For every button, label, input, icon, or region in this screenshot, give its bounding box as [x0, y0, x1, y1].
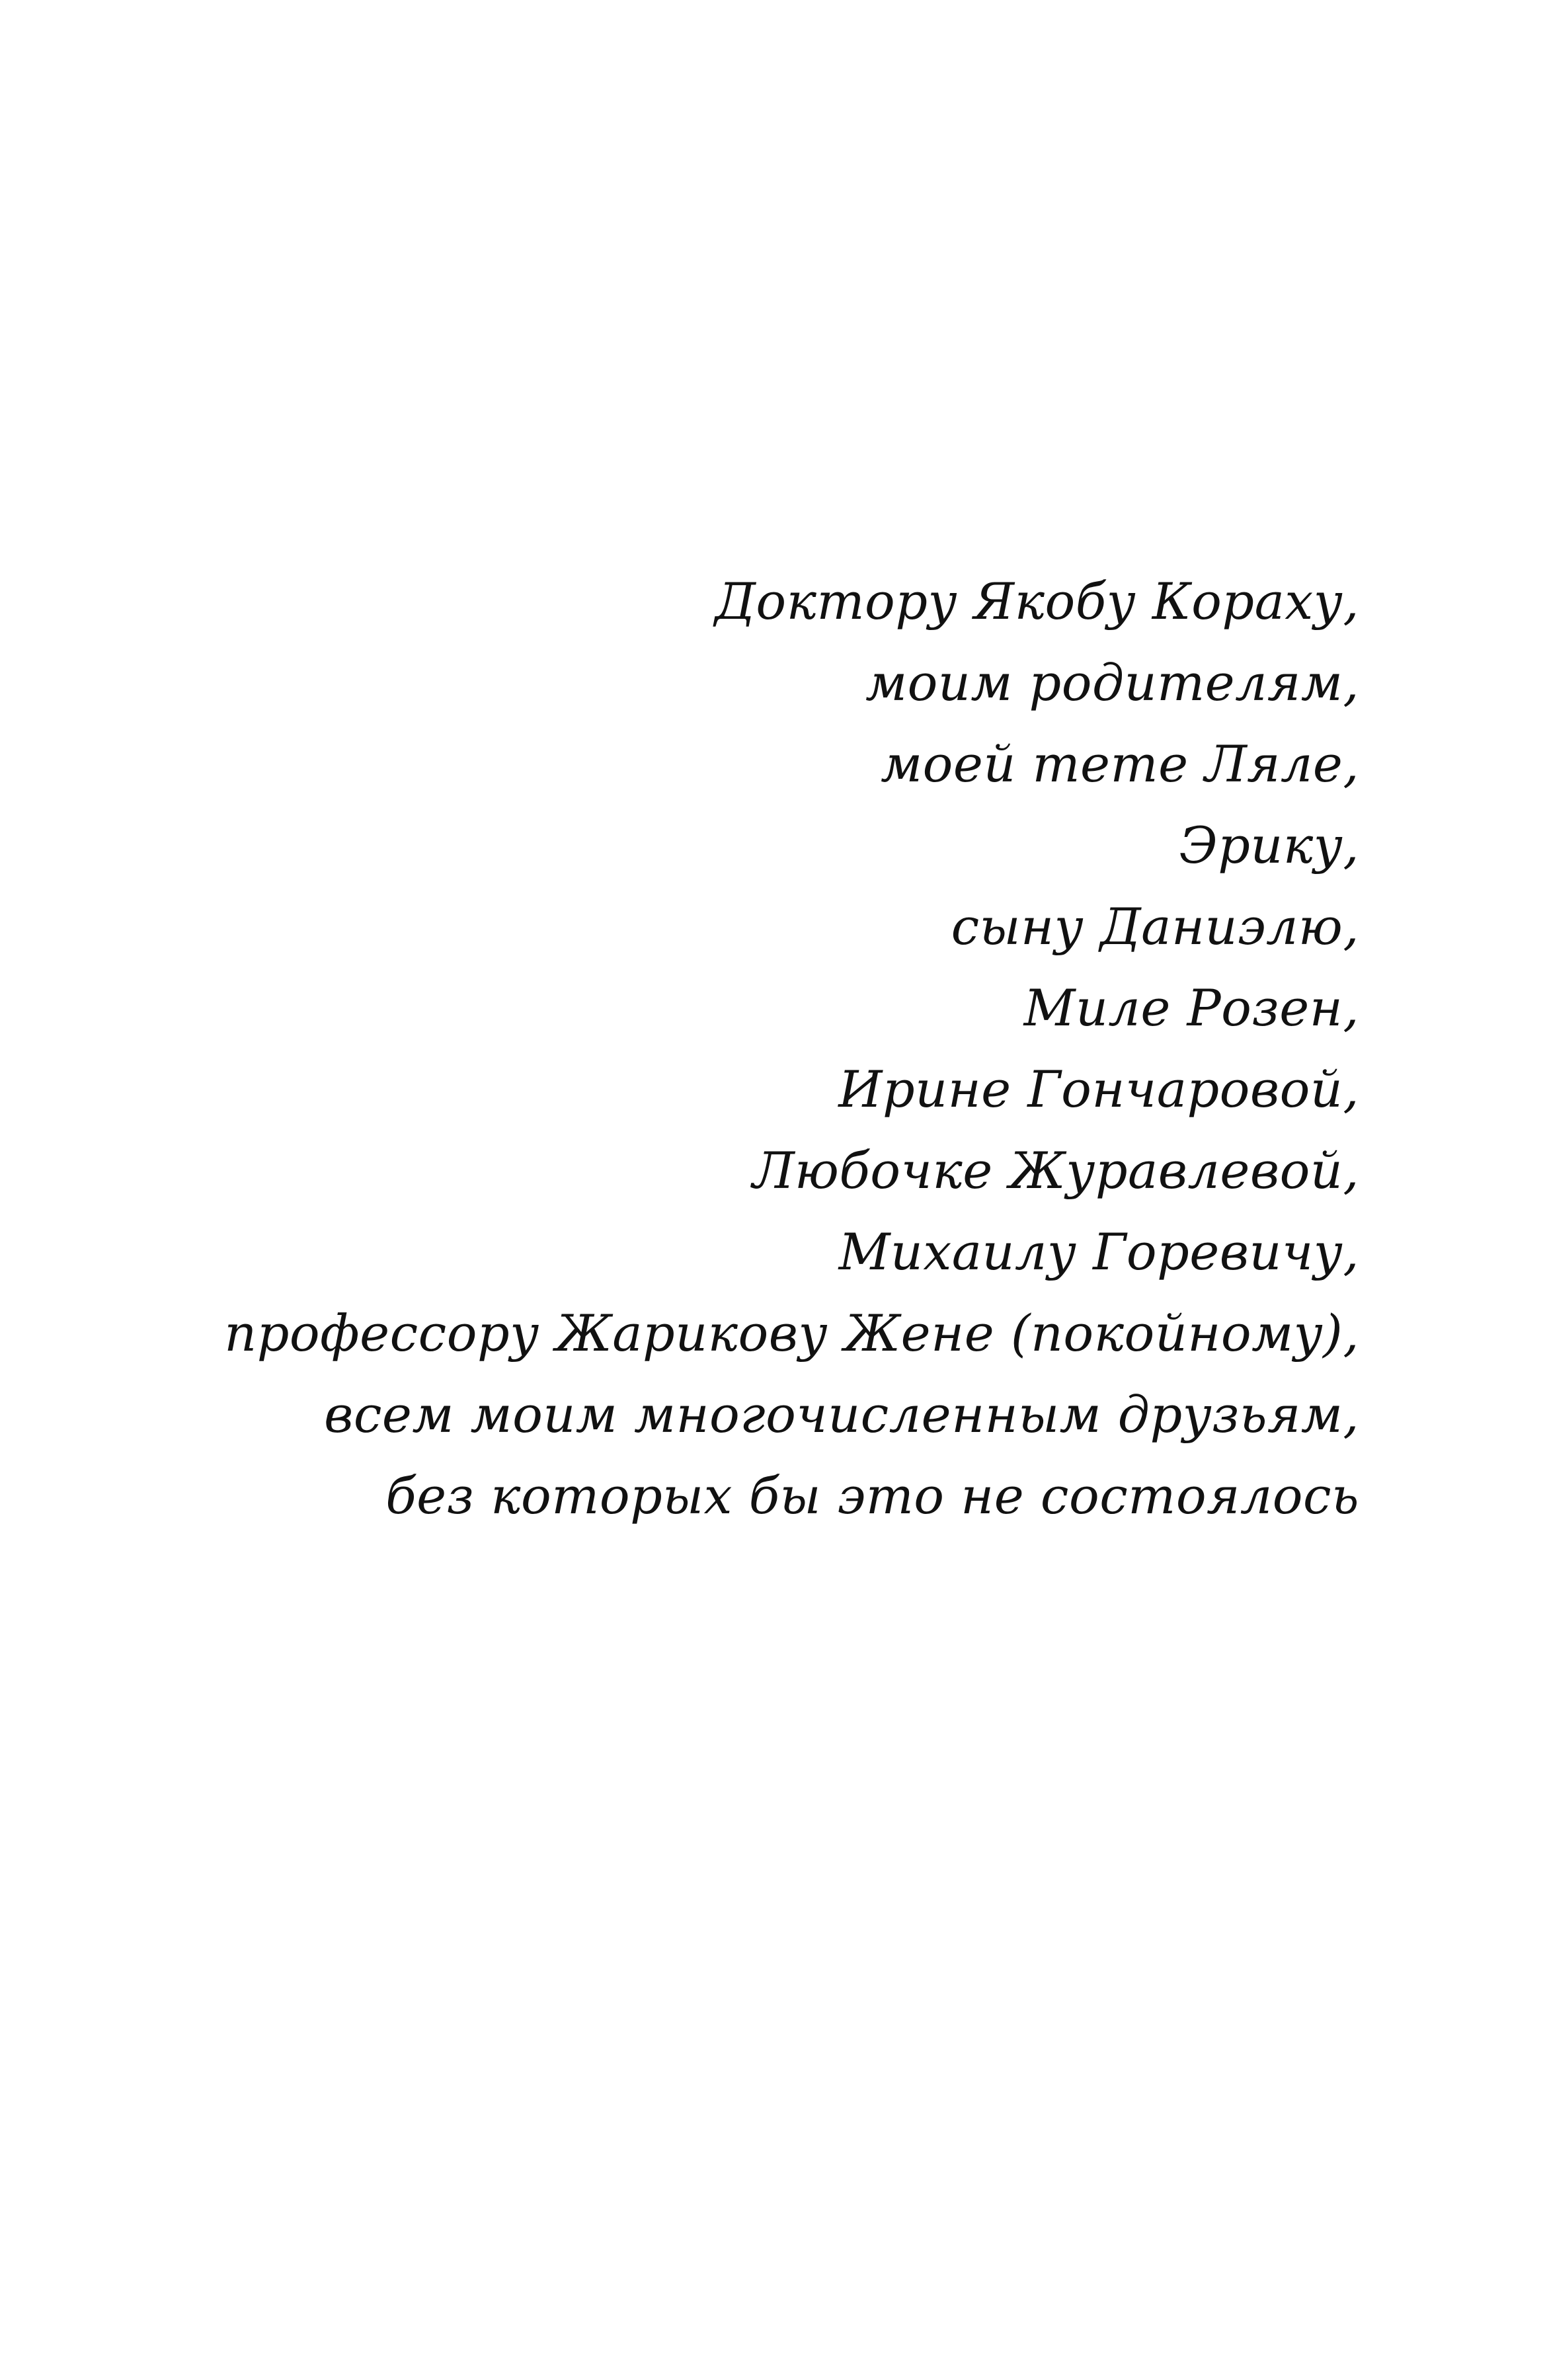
- dedication-line: сыну Даниэлю,: [951, 897, 1359, 956]
- dedication-line: Доктору Якобу Кораху,: [715, 572, 1359, 631]
- dedication-line: Михаилу Горевичу,: [838, 1222, 1359, 1281]
- dedication-line: моим родителям,: [865, 653, 1359, 712]
- dedication-block: [37, 561, 1359, 1536]
- dedication-line: Любочке Журавлевой,: [752, 1141, 1359, 1200]
- dedication-line: моей тете Ляле,: [881, 734, 1359, 793]
- dedication-line: без которых бы это не состоялось: [385, 1466, 1359, 1525]
- dedication-line: всем моим многочисленным друзьям,: [324, 1385, 1359, 1444]
- dedication-line: профессору Жарикову Жене (покойному),: [224, 1304, 1359, 1363]
- dedication-line: Эрику,: [1179, 816, 1359, 875]
- dedication-line: Ирине Гончаровой,: [838, 1060, 1359, 1119]
- dedication-line: Миле Розен,: [1023, 978, 1359, 1037]
